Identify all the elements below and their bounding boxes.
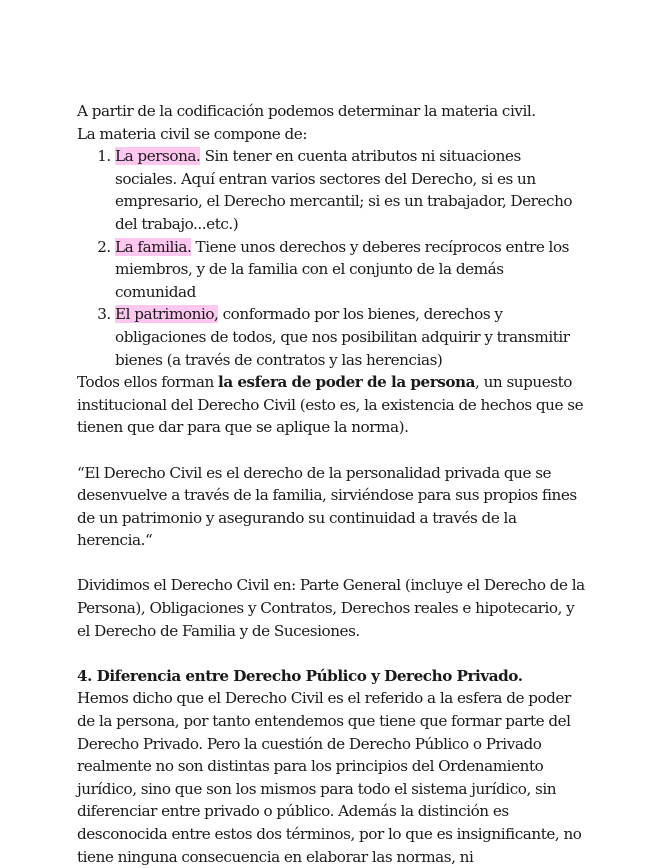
quote-paragraph: “El Derecho Civil es el derecho de la personalidad privada que se desenvuelve a través de la familia, sirviéndose para sus propios fines de un patrimonio y asegurando su continuidad a través de la herencia.“ — [77, 463, 577, 550]
division-paragraph: Dividimos el Derecho Civil en: Parte General (incluye el Derecho de la Persona), Obligaciones y Contratos, Derechos reales e hipotecario, y el Derecho de Familia y de Sucesiones. — [77, 576, 585, 640]
list-item-text: Tiene unos derechos y deberes recíprocos entre los miembros, y de la familia con el conjunto de la demás comunidad — [115, 237, 569, 301]
section-4-body: Hemos dicho que el Derecho Civil es el referido a la esfera de poder de la persona, por tanto entendemos que tiene que formar parte del Derecho Privado. Pero la cuestión de Derecho Público o Privado realmente no son distintas para los principios del Ordenamiento jurídico, sino que son los mismos para todo el sistema jurídico, sin diferenciar entre privado o público. Además la distinción es desconocida entre estos dos términos, por lo que es insignificante, no tiene ninguna consecuencia en elaborar las normas, ni — [77, 689, 582, 866]
spacer — [77, 439, 585, 462]
intro-line-2: La materia civil se compone de: — [77, 124, 308, 143]
section-4-heading-text: 4. Diferencia entre Derecho Público y Derecho Privado. — [77, 666, 523, 685]
sphere-paragraph — [77, 371, 585, 439]
intro-line-1: A partir de la codificación podemos determinar la materia civil. — [77, 102, 536, 120]
civil-matter-list — [77, 145, 585, 371]
sphere-post: , un supuesto institucional del Derecho Civil (esto es, la existencia de hechos que se tienen que dar para que se aplique la norma). — [77, 373, 584, 437]
sphere-bold: la esfera de poder de la persona — [218, 373, 476, 392]
section-4-heading — [77, 665, 585, 688]
list-item-text: conformado por los bienes, derechos y obligaciones de todos, que nos posibilitan adquirir y transmitir bienes (a través de contratos y las herencias) — [115, 305, 570, 369]
spacer — [77, 552, 585, 575]
list-item-patrimonio — [115, 303, 585, 371]
highlight-persona: La persona. — [115, 147, 201, 166]
list-item-familia — [115, 236, 585, 304]
list-item-persona — [115, 145, 585, 235]
spacer — [77, 642, 585, 665]
highlight-patrimonio: El patrimonio, — [115, 305, 219, 324]
highlight-familia: La familia. — [115, 237, 192, 256]
list-item-text: Sin tener en cuenta atributos ni situaciones sociales. Aquí entran varios sectores del Derecho, si es un empresario, el Derecho mercantil; si es un trabajador, Derecho del trabajo...etc.) — [115, 147, 573, 233]
sphere-pre: Todos ellos forman — [77, 373, 218, 392]
